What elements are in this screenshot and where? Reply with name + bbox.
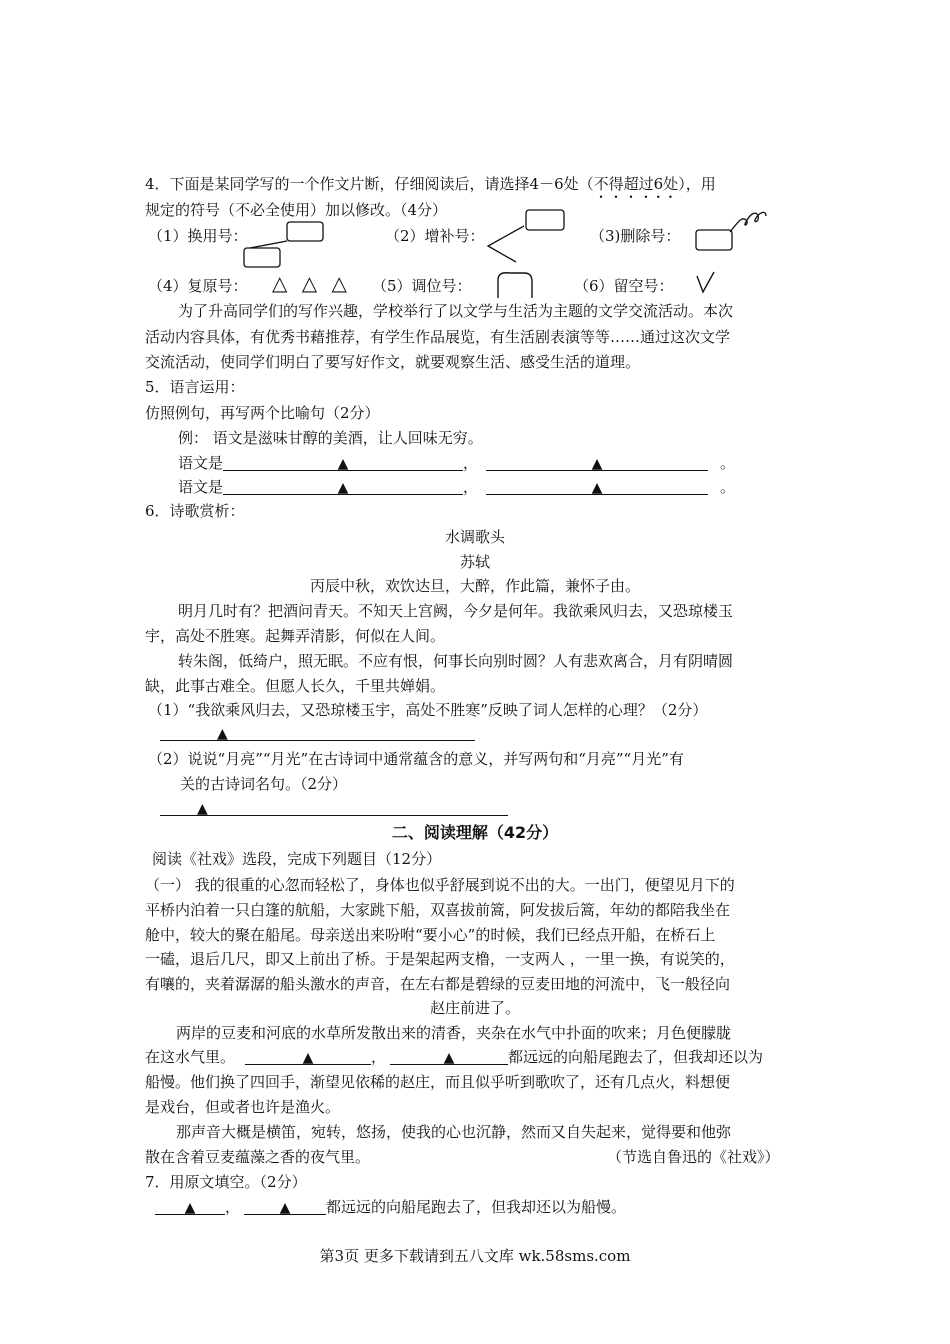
passage-p3-line2: 散在含着豆麦蕴藻之香的夜气里。 [145,1148,371,1166]
q6-blank-2[interactable]: ▲ [160,797,508,816]
q4-line1: 4．下面是某同学写的一个作文片断，仔细阅读后，请选择4－6处（不得超过6处），用 [145,175,716,193]
q4-sym1-label: （1）换用号： [148,227,248,245]
q7-blank-a[interactable]: ▲ [155,1196,225,1215]
q6-sub1-answer [160,722,475,744]
insert-mark-icon [476,206,571,266]
q5-example: 例： 语文是滋味甘醇的美酒，让人回味无穷。 [178,429,483,447]
q4-line2: 规定的符号（不必全使用）加以修改。（4分） [145,201,448,219]
q7-heading: 7．用原文填空。（2分） [145,1173,307,1191]
swap-mark-icon [484,268,554,300]
q5-blank-2a[interactable]: ▲ [223,476,463,495]
passage-p1-line5: 有嚷的，夹着潺潺的船头激水的声音，在左右都是碧绿的豆麦田地的河流中，飞一般径向 [145,975,731,993]
q5-answer-line2: 语文是 ▲ ， ▲ 。 [178,478,736,496]
passage-blank-b[interactable]: ▲ [390,1046,508,1065]
q6-sub1: （1）“我欲乘风归去，又恐琼楼玉宇，高处不胜寒”反映了词人怎样的心理？（2分） [148,701,708,719]
q4-passage-line1: 为了升高同学们的写作兴趣，学校举行了以文学与生活为主题的文学交流活动。本次 [178,302,734,320]
passage-blank-a[interactable]: ▲ [245,1046,371,1065]
poem-preface: 丙辰中秋，欢饮达旦，大醉，作此篇，兼怀子由。 [309,577,640,595]
space-mark-icon [694,270,718,298]
page-footer: 第3页 更多下载请到五八文库 wk.58sms.com [319,1247,631,1265]
q4-sym5-label: （5）调位号： [372,277,472,295]
q4-sym2-label: （2）增补号： [385,227,485,245]
q6-heading: 6．诗歌赏析： [145,502,245,520]
restore-mark-icon: △ △ △ [272,271,351,295]
section2-intro: 阅读《社戏》选段，完成下列题目（12分） [152,850,442,868]
delete-mark-icon [694,208,774,256]
q5-blank-1a[interactable]: ▲ [223,452,463,471]
q4-sym6-label: （6）留空号： [574,277,674,295]
passage-p1-line4: 一磕，退后几尺，即又上前出了桥。于是架起两支橹，一支两人 ，一里一换，有说笑的， [145,950,735,968]
q5-instruction: 仿照例句，再写两个比喻句（2分） [145,404,380,422]
q4-passage-line3: 交流活动，使同学们明白了要写好作文，就要观察生活、感受生活的道理。 [145,353,641,371]
q6-sub2-line1: （2）说说“月亮”“月光”在古诗词中通常蕴含的意义，并写两句和“月亮”“月光”有 [148,750,684,768]
q7-answer-line: ▲ ， ▲ 都远远的向船尾跑去了，但我却还以为船慢。 [155,1196,626,1218]
poem-stanza1-line2: 宇，高处不胜寒。起舞弄清影，何似在人间。 [145,627,446,645]
section2-title: 二、阅读理解（42分） [391,823,559,842]
passage-p1-line2: 平桥内泊着一只白篷的航船，大家跳下船，双喜拔前篙，阿发拔后篙，年幼的都陪我坐在 [145,901,731,919]
poem-stanza2-line1: 转朱阁，低绮户，照无眠。不应有恨，何事长向别时圆？人有悲欢离合，月有阴晴圆 [178,652,734,670]
q5-blank-1b[interactable]: ▲ [486,452,708,471]
q7-blank-b[interactable]: ▲ [244,1196,326,1215]
poem-title: 水调歌头 [444,528,505,546]
q4-sym3-label: （3)删除号： [590,227,681,245]
passage-p2-line2: 在这水气里。 ▲ ， ▲ 都远远的向船尾跑去了，但我却还以为 [145,1048,764,1066]
q6-sub2-answer [160,797,508,819]
passage-p2-line3: 船慢。他们换了四回手，渐望见依稀的赵庄，而且似乎听到歌吹了，还有几点火，料想便 [145,1073,731,1091]
poem-stanza2-line2: 缺，此事古难全。但愿人长久，千里共婵娟。 [145,677,446,695]
q6-sub2-line2: 关的古诗词名句。（2分） [180,775,348,793]
passage-p1-line3: 舱中，较大的聚在船尾。母亲送出来吩咐“要小心”的时候，我们已经点开船，在桥石上 [145,926,716,944]
q4-dotted-text: 不得超过6处 [593,175,679,193]
q4-passage-line2: 活动内容具体，有优秀书藉推荐，有学生作品展览，有生活剧表演等等……通过这次文学 [145,328,731,346]
passage-p3-line1: 那声音大概是横笛，宛转，悠扬，使我的心也沉静，然而又自失起来，觉得要和他弥 [176,1123,732,1141]
q6-blank-1[interactable]: ▲ [160,722,475,741]
q5-heading: 5．语言运用： [145,378,245,396]
passage-source: （节选自鲁迅的《社戏》） [607,1148,780,1166]
passage-p1-line1: （一） 我的很重的心忽而轻松了，身体也似乎舒展到说不出的大。一出门，便望见月下的 [145,876,735,894]
poem-author: 苏轼 [459,553,490,571]
passage-p2-line4: 是戏台，但或者也许是渔火。 [145,1098,341,1116]
q5-blank-2b[interactable]: ▲ [486,476,708,495]
replace-mark-icon [242,220,327,272]
passage-p1-line6: 赵庄前进了。 [429,999,520,1017]
passage-p2-line1: 两岸的豆麦和河底的水草所发散出来的清香，夹杂在水气中扑面的吹来；月色便朦胧 [176,1024,732,1042]
q4-sym4-label: （4）复原号： [148,277,248,295]
poem-stanza1-line1: 明月几时有？把酒问青天。不知天上宫阙，今夕是何年。我欲乘风归去，又恐琼楼玉 [178,602,734,620]
q5-answer-line1: 语文是 ▲ ， ▲ 。 [178,454,736,472]
